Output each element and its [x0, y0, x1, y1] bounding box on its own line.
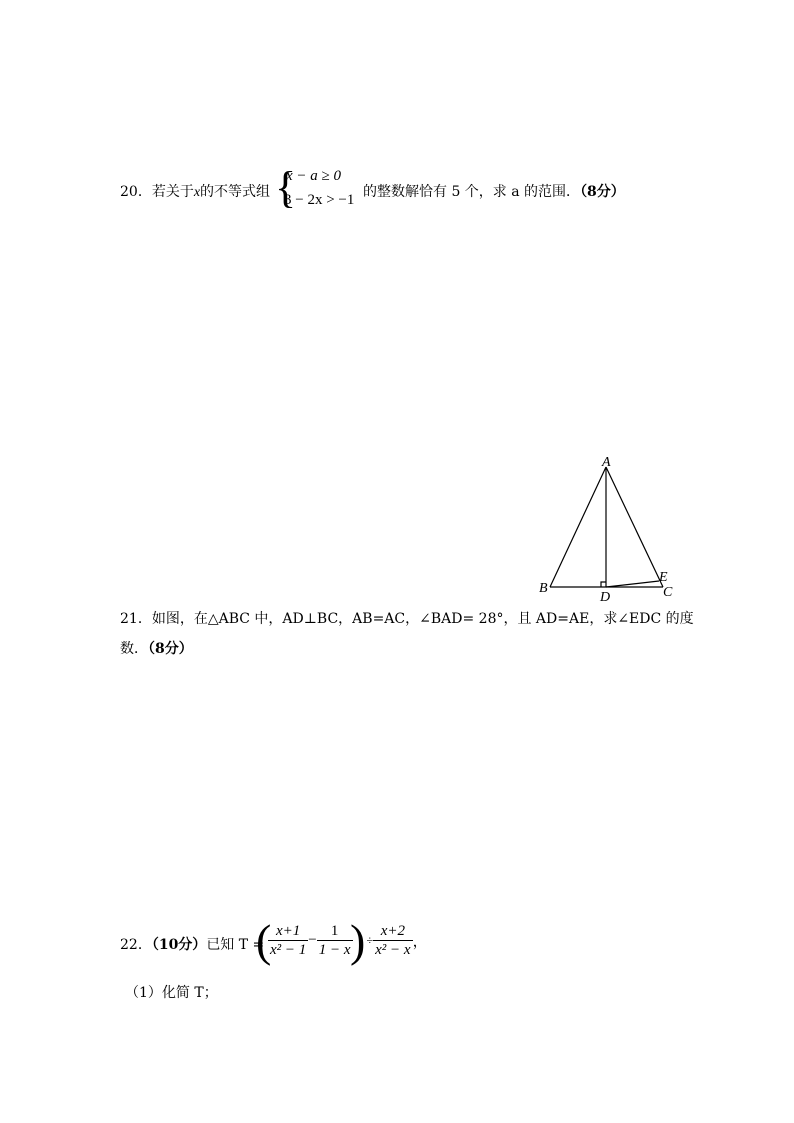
q21-number: 21．: [120, 611, 152, 627]
q20-inequality-2: 3 − 2x > −1: [284, 192, 355, 208]
q20-text-before: 若关于: [151, 184, 194, 200]
label-c: C: [663, 585, 673, 600]
q22-minus: −: [308, 932, 317, 948]
q22-fraction-2: [317, 922, 353, 959]
q20-text-after: 的整数解恰有 5 个，求 a 的范围．: [363, 184, 581, 200]
q20-text-mid: 的不等式组: [200, 184, 271, 200]
q22-fraction-3-den: x² − x: [375, 942, 411, 958]
q22-fraction-3: [373, 922, 412, 959]
segment-ac: [606, 467, 663, 587]
segment-ab: [550, 467, 606, 587]
label-e: E: [659, 570, 668, 585]
q22-fraction-2-num: 1: [317, 922, 353, 941]
q20-line: [120, 181, 270, 201]
triangle-figure: [530, 450, 690, 610]
q20-var: x: [193, 185, 201, 200]
q21-text-1: 如图，在△ABC 中，AD⊥BC，AB=AC，∠BAD= 28°，且 AD=AE，求∠EDC 的度: [151, 611, 694, 627]
q22-left-paren: (: [256, 915, 272, 966]
q21-text-2: 数．: [120, 641, 148, 657]
q22-fraction-2-den: 1 − x: [318, 942, 351, 958]
q22-fraction-3-num: x+2: [373, 922, 412, 941]
label-b: B: [539, 581, 548, 596]
q22-line: [120, 934, 264, 954]
q22-fraction-1-num: x+1: [268, 922, 308, 941]
right-angle-mark: [601, 582, 606, 587]
segment-de: [606, 581, 659, 587]
q22-fraction-1: [268, 922, 308, 959]
q22-fraction-1-den: x² − 1: [270, 942, 307, 958]
q22-tail: ，: [412, 934, 428, 950]
q20-line-end: [363, 181, 625, 201]
q22-sub-1: （1）化简 T；: [125, 985, 218, 1001]
q22-score: （10分）: [151, 937, 207, 953]
q20-score: （8分）: [580, 184, 625, 200]
q21-line-2: [120, 638, 193, 658]
label-a: A: [602, 455, 611, 470]
q22-text: 已知 T =: [206, 937, 265, 953]
q20-inequality-1: x − a ≥ 0: [286, 168, 342, 184]
q22-right-paren: ): [350, 915, 366, 966]
q20-brace: {: [275, 163, 297, 212]
q22-number: 22．: [120, 937, 152, 953]
label-d: D: [600, 590, 611, 605]
q22-divide: ÷: [366, 933, 374, 947]
q21-line-1: [120, 608, 694, 628]
q20-number: 20．: [120, 184, 152, 200]
q21-score: （8分）: [148, 641, 193, 657]
q22-expression: [268, 922, 428, 959]
